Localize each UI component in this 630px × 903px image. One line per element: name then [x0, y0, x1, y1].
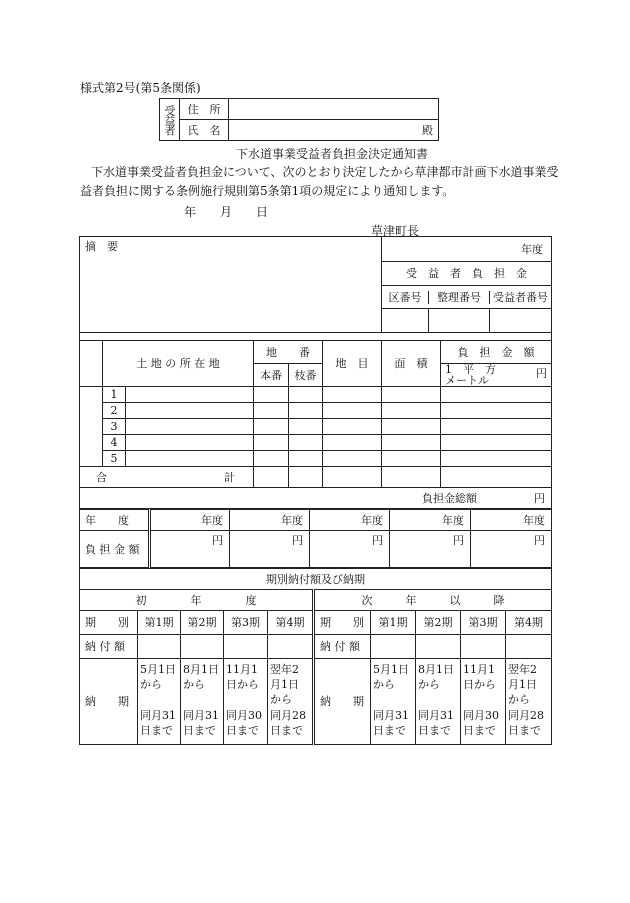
- due-cell: [181, 659, 224, 745]
- land-row-area[interactable]: [382, 403, 441, 419]
- period-header: 第4期: [268, 611, 314, 635]
- due-to: 同月31 日まで: [140, 709, 176, 737]
- due-to: 同月28 日まで: [270, 709, 306, 737]
- due-from: 8月1日 から: [418, 663, 454, 691]
- lot-header: 地 番: [254, 341, 323, 364]
- land-row-area[interactable]: [382, 419, 441, 435]
- due-cell: [268, 659, 314, 745]
- installment-amount-label: 納 付 額: [80, 635, 138, 659]
- beneficiary-number-field[interactable]: [490, 309, 552, 332]
- following-years-header: 次 年 以 降: [314, 590, 552, 611]
- year-cell[interactable]: 年度: [230, 510, 310, 531]
- total-sub-lot[interactable]: [289, 467, 323, 488]
- due-from: 翌年2 月1日 から: [270, 663, 299, 706]
- total-burden-row[interactable]: [80, 488, 552, 509]
- land-row-sub-lot[interactable]: [289, 419, 323, 435]
- total-main-lot[interactable]: [254, 467, 289, 488]
- due-label: 納 期: [80, 659, 138, 745]
- due-to: 同月28 日まで: [508, 709, 544, 737]
- total-area[interactable]: [382, 467, 441, 488]
- number-values: [382, 309, 552, 333]
- land-header-blank: [80, 341, 103, 387]
- land-row-location[interactable]: [126, 419, 254, 435]
- year-label: 年 度: [85, 513, 129, 527]
- summary-label: 摘 要: [85, 240, 118, 253]
- spacer-row: [80, 333, 552, 341]
- amount-header: 負 担 金 額: [441, 341, 552, 364]
- installments-table: [79, 568, 552, 745]
- due-from: 8月1日 から: [183, 663, 219, 691]
- name-field[interactable]: [229, 120, 439, 141]
- year-cell[interactable]: 年度: [310, 510, 390, 531]
- first-year-header: 初 年 度: [80, 590, 314, 611]
- number-headers: [382, 286, 552, 309]
- land-row-number: 4: [103, 435, 126, 451]
- land-row-location[interactable]: [126, 451, 254, 467]
- land-row-main-lot[interactable]: [254, 403, 289, 419]
- ward-number-header: 区番号: [382, 291, 429, 304]
- land-row-amount[interactable]: [441, 387, 552, 403]
- land-row-location[interactable]: [126, 435, 254, 451]
- land-row-category[interactable]: [323, 387, 382, 403]
- due-label: 納 期: [314, 659, 371, 745]
- installment-amount-field[interactable]: [224, 635, 268, 659]
- period-label: 期 別: [314, 611, 371, 635]
- recipient-vertical-label: 受益者: [163, 104, 176, 135]
- due-cell: [138, 659, 181, 745]
- date-line: 年 月 日: [184, 205, 269, 219]
- installment-amount-field[interactable]: [371, 635, 416, 659]
- address-field[interactable]: [229, 99, 439, 120]
- year-amount-cell[interactable]: 円: [471, 531, 552, 568]
- land-rows-blank: [80, 387, 103, 467]
- body-text-line-1: 下水道事業受益者負担金について、次のとおり決定したから草津都市計画下水道事業受: [91, 165, 559, 179]
- due-cell: [224, 659, 268, 745]
- land-row-location[interactable]: [126, 387, 254, 403]
- due-to: 同月30 日まで: [226, 709, 262, 737]
- land-row-category[interactable]: [323, 435, 382, 451]
- installment-amount-label: 納 付 額: [314, 635, 371, 659]
- honorific: 殿: [422, 123, 433, 137]
- main-lot-header: 本番: [254, 364, 289, 387]
- period-header: 第2期: [181, 611, 224, 635]
- due-from: 11月1 日から: [463, 663, 496, 691]
- land-row-category[interactable]: [323, 451, 382, 467]
- ward-number-field[interactable]: [382, 309, 429, 332]
- due-from: 5月1日 から: [140, 663, 176, 691]
- period-header: 第3期: [461, 611, 506, 635]
- year-amount-cell[interactable]: 円: [310, 531, 390, 568]
- fiscal-year-cell[interactable]: 年度: [382, 237, 552, 262]
- year-cell[interactable]: 年度: [150, 510, 230, 531]
- amount-label-cell: [80, 531, 150, 568]
- total-burden-yen: 円: [534, 491, 545, 505]
- name-label: 氏 名: [180, 120, 229, 141]
- land-row-amount[interactable]: [441, 419, 552, 435]
- land-row-amount[interactable]: [441, 403, 552, 419]
- total-label-2: 計: [224, 470, 235, 484]
- form-number: 様式第2号(第5条関係): [80, 81, 201, 95]
- land-row-location[interactable]: [126, 403, 254, 419]
- main-table: [79, 236, 552, 509]
- installment-amount-field[interactable]: [461, 635, 506, 659]
- year-table: [79, 509, 552, 568]
- installments-title: 期別納付額及び納期: [80, 569, 552, 590]
- year-cell[interactable]: 年度: [390, 510, 471, 531]
- land-row-main-lot[interactable]: [254, 435, 289, 451]
- installment-amount-field[interactable]: [181, 635, 224, 659]
- land-row-area[interactable]: [382, 451, 441, 467]
- unit-rate-1: 1 平 方: [445, 363, 496, 376]
- recipient-label-cell: [160, 99, 180, 141]
- due-cell: [416, 659, 461, 745]
- summary-cell: [80, 237, 382, 333]
- total-label-cell: [80, 467, 254, 488]
- period-header: 第4期: [506, 611, 552, 635]
- total-category[interactable]: [323, 467, 382, 488]
- land-row-category[interactable]: [323, 403, 382, 419]
- due-to: 同月31 日まで: [418, 709, 454, 737]
- land-row-number: 5: [103, 451, 126, 467]
- due-cell: [506, 659, 552, 745]
- period-header: 第1期: [138, 611, 181, 635]
- area-header: 面 積: [382, 341, 441, 387]
- land-row-main-lot[interactable]: [254, 451, 289, 467]
- unit-rate-2: メートル: [445, 374, 489, 387]
- installment-amount-field[interactable]: [268, 635, 314, 659]
- due-to: 同月30 日まで: [463, 709, 499, 737]
- beneficiary-number-header: 受益者番号: [493, 290, 548, 304]
- land-row-sub-lot[interactable]: [289, 435, 323, 451]
- year-label-cell: [80, 510, 150, 531]
- total-label: 合: [96, 470, 107, 484]
- due-cell: [461, 659, 506, 745]
- issuer: 草津町長: [371, 224, 420, 238]
- due-from: 5月1日 から: [373, 663, 409, 691]
- due-from: 翌年2 月1日 から: [508, 663, 537, 706]
- location-header: 土 地 の 所 在 地: [103, 341, 254, 387]
- land-row-area[interactable]: [382, 387, 441, 403]
- due-from: 11月1 日から: [226, 663, 259, 691]
- period-header: 第2期: [416, 611, 461, 635]
- period-header: 第3期: [224, 611, 268, 635]
- land-row-main-lot[interactable]: [254, 387, 289, 403]
- land-row-amount[interactable]: [441, 435, 552, 451]
- land-row-sub-lot[interactable]: [289, 387, 323, 403]
- year-amount-cell[interactable]: 円: [390, 531, 471, 568]
- body-text-line-2: 益者負担に関する条例施行規則第5条第1項の規定により通知します。: [80, 184, 455, 198]
- land-row-number: 3: [103, 419, 126, 435]
- period-header: 第1期: [371, 611, 416, 635]
- burden-number-header: 受 益 者 負 担 金: [382, 262, 552, 286]
- due-cell: [371, 659, 416, 745]
- sub-lot-header: 枝番: [289, 364, 323, 387]
- installment-amount-field[interactable]: [416, 635, 461, 659]
- period-label: 期 別: [80, 611, 138, 635]
- unit-rate-yen: 円: [536, 367, 547, 380]
- unit-rate-header: [441, 364, 552, 387]
- year-amount-cell[interactable]: 円: [150, 531, 230, 568]
- installment-amount-field[interactable]: [138, 635, 181, 659]
- land-row-amount[interactable]: [441, 451, 552, 467]
- land-row-main-lot[interactable]: [254, 419, 289, 435]
- land-row-number: 2: [103, 403, 126, 419]
- installment-amount-field[interactable]: [506, 635, 552, 659]
- year-cell[interactable]: 年度: [471, 510, 552, 531]
- land-row-category[interactable]: [323, 419, 382, 435]
- total-burden-label: 負担金総額: [422, 491, 477, 505]
- address-label: 住 所: [180, 99, 229, 120]
- land-row-area[interactable]: [382, 435, 441, 451]
- due-to: 同月31 日まで: [373, 709, 409, 737]
- recipient-table: [159, 98, 439, 141]
- land-row-number: 1: [103, 387, 126, 403]
- land-row-sub-lot[interactable]: [289, 403, 323, 419]
- due-to: 同月31 日まで: [183, 709, 219, 737]
- ref-number-header: 整理番号: [429, 291, 490, 304]
- ref-number-field[interactable]: [429, 309, 490, 332]
- year-amount-cell[interactable]: 円: [230, 531, 310, 568]
- total-amount[interactable]: [441, 467, 552, 488]
- document-title: 下水道事業受益者負担金決定通知書: [236, 147, 429, 161]
- amount-label: 負 担 金 額: [85, 542, 140, 556]
- land-row-sub-lot[interactable]: [289, 451, 323, 467]
- land-category-header: 地 目: [323, 341, 382, 387]
